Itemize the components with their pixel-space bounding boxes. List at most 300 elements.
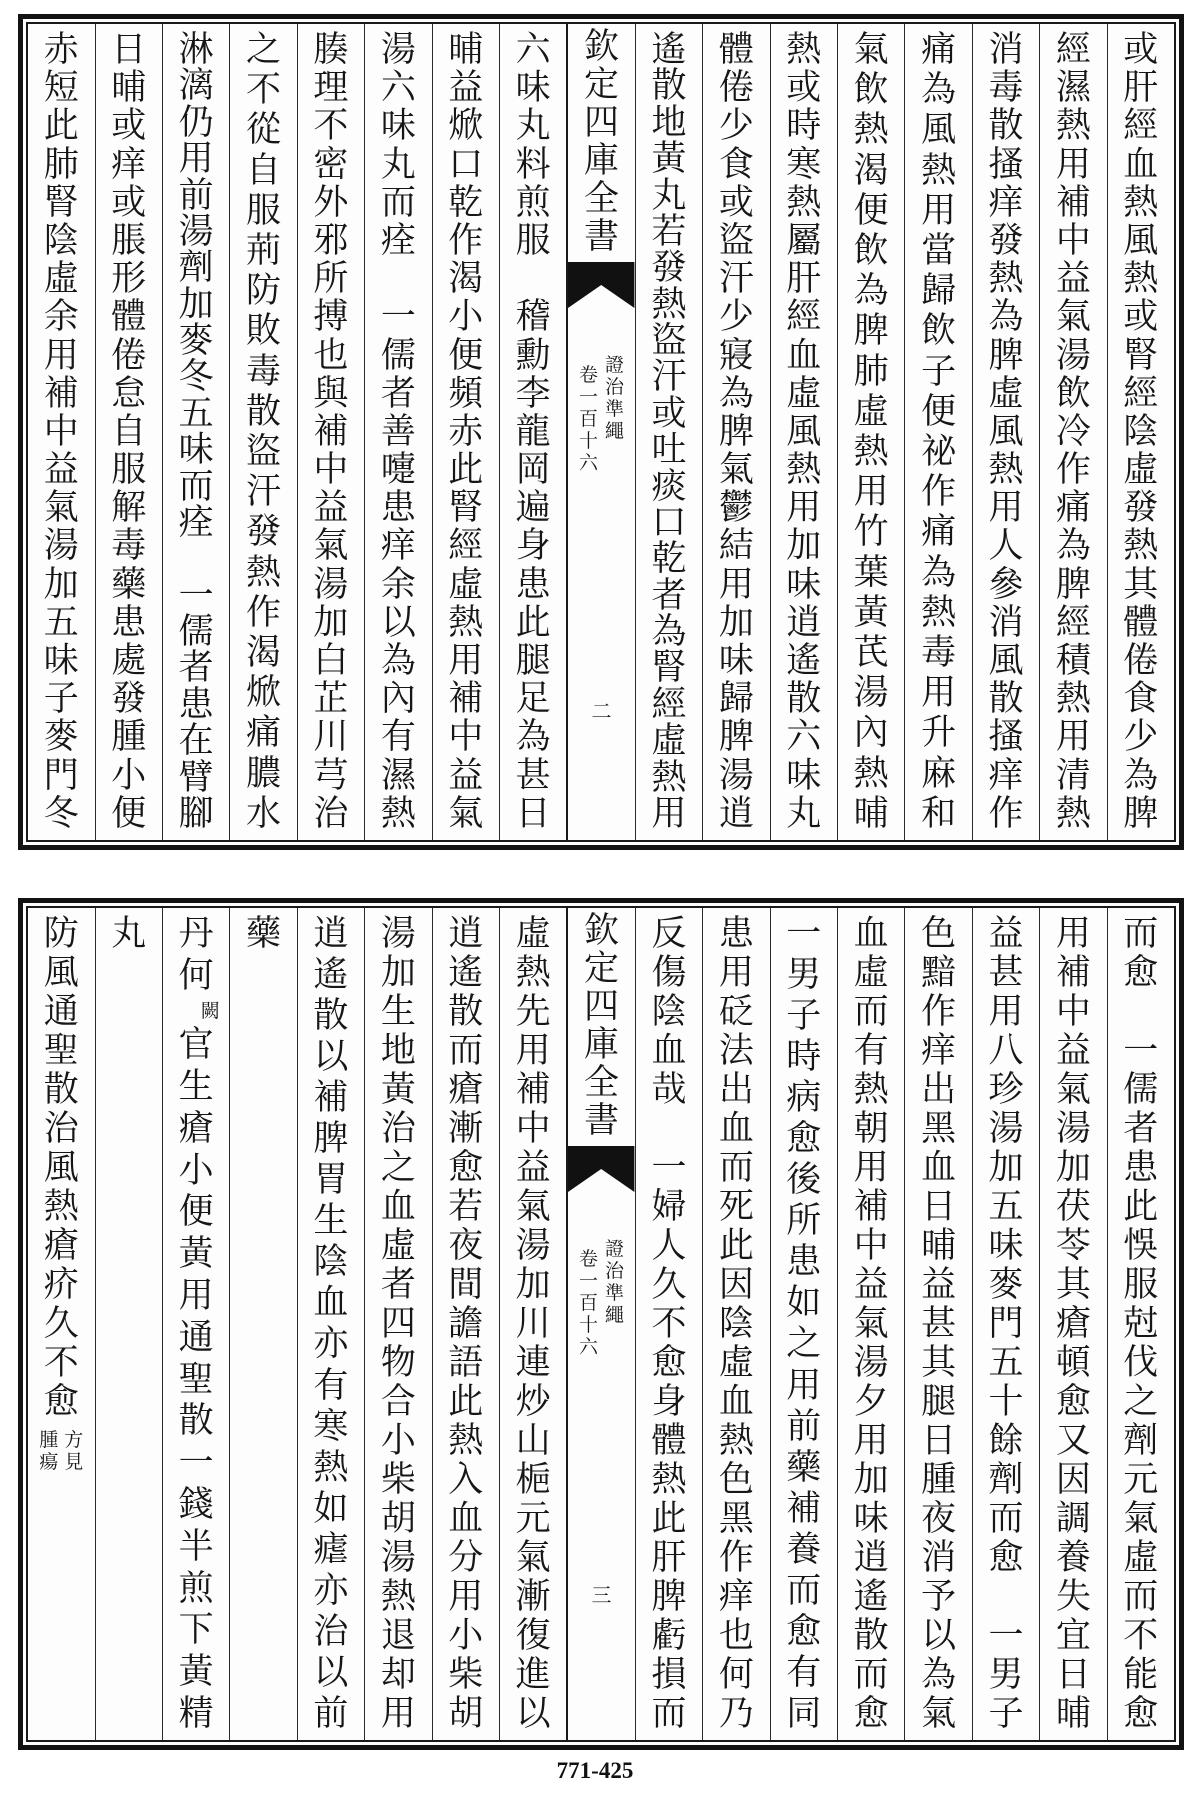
glyph: 六 — [380, 68, 416, 109]
glyph: 熱 — [448, 602, 484, 643]
glyph: 用 — [988, 992, 1024, 1032]
text-column — [28, 908, 94, 1740]
text-column — [972, 908, 1039, 1740]
glyph: 間 — [448, 1265, 484, 1305]
column-text — [433, 32, 499, 832]
glyph — [647, 1111, 691, 1147]
glyph: 經 — [1055, 602, 1091, 643]
glyph: 用 — [1055, 717, 1091, 758]
glyph: 少 — [718, 297, 754, 338]
glyph: 生 — [313, 1201, 349, 1242]
glyph: 合 — [380, 1382, 416, 1422]
glyph: 之 — [380, 1148, 416, 1188]
fishtail-ornament — [568, 262, 634, 308]
glyph: 熱 — [1055, 106, 1091, 147]
glyph: 熱 — [988, 450, 1024, 491]
glyph: 熱 — [786, 30, 822, 70]
glyph: 何 — [178, 955, 214, 996]
glyph: 五 — [178, 393, 214, 434]
glyph: 中 — [1055, 992, 1091, 1032]
glyph: 瘧 — [313, 1529, 349, 1570]
glyph: 瘡 — [1055, 1304, 1091, 1344]
glyph: 加 — [380, 953, 416, 993]
glyph: 腎 — [1123, 335, 1159, 376]
glyph: 盜 — [718, 220, 754, 261]
glyph: 所 — [313, 259, 349, 300]
glyph: 前 — [786, 1406, 822, 1447]
glyph: 為 — [853, 271, 889, 312]
glyph: 失 — [1055, 1577, 1091, 1617]
glyph: 熱 — [853, 753, 889, 794]
glyph: 搔 — [988, 717, 1024, 758]
text-column — [1039, 24, 1106, 840]
glyph: 虛 — [43, 259, 79, 300]
glyph: 風 — [43, 1148, 79, 1188]
glyph: 氣 — [313, 526, 349, 567]
center-labels — [568, 1238, 634, 1358]
glyph: 中 — [853, 1226, 889, 1266]
glyph: 漓 — [178, 66, 214, 107]
glyph: 劑 — [1123, 1421, 1159, 1461]
glyph: 散 — [313, 996, 349, 1037]
glyph: 味 — [718, 641, 754, 681]
glyph: 用 — [43, 335, 79, 376]
text-column — [904, 908, 971, 1740]
glyph: 補 — [1055, 953, 1091, 993]
glyph: 仍 — [178, 102, 214, 143]
glyph: 腎 — [43, 182, 79, 223]
glyph: 作 — [921, 472, 957, 513]
text-column — [162, 908, 229, 1740]
glyph: 脾 — [853, 311, 889, 352]
glyph: 脾 — [1123, 793, 1159, 834]
glyph: 搏 — [313, 297, 349, 338]
glyph: 遙 — [313, 955, 349, 996]
glyph: 有 — [853, 1031, 889, 1071]
glyph: 麥 — [43, 717, 79, 758]
glyph: 乾 — [448, 182, 484, 223]
text-column — [972, 24, 1039, 840]
glyph: 荊 — [246, 231, 282, 272]
glyph: 此 — [718, 1226, 754, 1266]
glyph: 而 — [718, 1148, 754, 1188]
glyph: 屬 — [786, 220, 822, 261]
glyph: 味 — [786, 755, 822, 796]
text-column — [770, 908, 837, 1740]
glyph: 服 — [246, 190, 282, 231]
glyph: 治 — [313, 1611, 349, 1652]
glyph: 血 — [1123, 144, 1159, 185]
glyph: 服 — [111, 450, 147, 491]
glyph: 發 — [651, 248, 687, 289]
glyph: 為 — [1055, 526, 1091, 567]
glyph: 寒 — [313, 1406, 349, 1447]
glyph: 欽 — [584, 27, 620, 67]
glyph: 痛 — [1055, 488, 1091, 529]
glyph: 丸 — [651, 175, 687, 216]
glyph: 痒 — [111, 144, 147, 185]
glyph: 湯 — [380, 30, 416, 70]
glyph: 氣 — [1055, 297, 1091, 338]
glyph: 庫 — [584, 141, 620, 181]
glyph: 逍 — [718, 793, 754, 834]
glyph: 宜 — [1055, 1616, 1091, 1656]
volume-label — [578, 364, 600, 474]
glyph: 愈 — [448, 1148, 484, 1188]
glyph: 用 — [921, 673, 957, 714]
column-text — [365, 916, 431, 1732]
glyph: 虛 — [988, 373, 1024, 414]
glyph: 熱 — [1123, 526, 1159, 567]
glyph: 或 — [1123, 30, 1159, 70]
glyph: 乃 — [718, 1694, 754, 1734]
glyph: 患 — [1123, 1148, 1159, 1188]
glyph: 卷 — [579, 1248, 599, 1270]
glyph: 血 — [786, 335, 822, 376]
glyph: 若 — [651, 211, 687, 252]
glyph: 痒 — [921, 1031, 957, 1071]
glyph: 稽 — [515, 297, 551, 338]
glyph: 味 — [853, 1499, 889, 1539]
text-column — [229, 24, 296, 840]
glyph: 丸 — [515, 106, 551, 147]
glyph: 鬱 — [718, 488, 754, 529]
column-text — [500, 916, 566, 1732]
glyph: 散 — [448, 992, 484, 1032]
glyph: 虛 — [1123, 1538, 1159, 1578]
glyph: 精 — [178, 1693, 214, 1734]
glyph: 自 — [111, 411, 147, 452]
glyph: 子 — [43, 679, 79, 720]
glyph: 倦 — [111, 335, 147, 376]
glyph: 氣 — [515, 1187, 551, 1227]
glyph: 用 — [853, 472, 889, 513]
glyph: 氣 — [853, 1304, 889, 1344]
glyph: 陰 — [718, 1304, 754, 1344]
glyph: 儒 — [178, 612, 214, 652]
text-column — [432, 908, 499, 1740]
glyph: 通 — [178, 1317, 214, 1358]
glyph: 出 — [718, 1070, 754, 1110]
glyph: 腿 — [921, 1382, 957, 1422]
glyph: 脾 — [718, 717, 754, 758]
glyph: 庫 — [584, 1025, 620, 1065]
glyph: 子 — [921, 351, 957, 392]
center-title — [568, 912, 634, 1140]
glyph: 熱 — [718, 1421, 754, 1461]
glyph: 為 — [921, 1655, 957, 1695]
glyph: 肝 — [1123, 68, 1159, 109]
glyph: 毒 — [111, 526, 147, 567]
column-text — [636, 916, 702, 1732]
glyph: 益 — [1055, 259, 1091, 300]
glyph: 繩 — [605, 1304, 625, 1326]
glyph: 體 — [651, 1421, 687, 1461]
glyph: 久 — [651, 1265, 687, 1305]
glyph: 夜 — [921, 1499, 957, 1539]
glyph: 而 — [786, 1570, 822, 1611]
glyph: 之 — [246, 30, 282, 70]
glyph: 渴 — [853, 150, 889, 191]
glyph — [984, 1579, 1028, 1615]
glyph: 藥 — [246, 914, 282, 954]
glyph: 養 — [1055, 1538, 1091, 1578]
glyph: 其 — [1055, 1265, 1091, 1305]
glyph: 散 — [988, 106, 1024, 147]
glyph: 歸 — [921, 271, 957, 312]
glyph: 湯 — [718, 755, 754, 796]
glyph: 有 — [380, 717, 416, 758]
column-text — [905, 916, 971, 1732]
glyph: 證 — [605, 354, 625, 376]
glyph: 用 — [786, 488, 822, 529]
glyph: 湯 — [853, 1343, 889, 1383]
text-column — [28, 24, 94, 840]
glyph: 麥 — [988, 1265, 1024, 1305]
glyph: 補 — [1055, 182, 1091, 223]
glyph: 患 — [515, 564, 551, 605]
glyph: 補 — [448, 679, 484, 720]
glyph: 患 — [178, 684, 214, 725]
glyph: 嚏 — [380, 450, 416, 491]
glyph: 防 — [246, 271, 282, 312]
glyph: 如 — [313, 1488, 349, 1529]
glyph: 一 — [651, 1148, 687, 1188]
glyph: 湯 — [515, 1226, 551, 1266]
glyph: 熱 — [1055, 793, 1091, 834]
text-column — [702, 24, 769, 840]
glyph: 晡 — [1055, 1694, 1091, 1734]
column-text — [500, 32, 566, 832]
glyph: 劑 — [178, 248, 214, 289]
glyph: 散 — [853, 1616, 889, 1656]
glyph: 為 — [651, 612, 687, 652]
glyph: 服 — [1123, 1265, 1159, 1305]
glyph: 胡 — [448, 1694, 484, 1734]
glyph: 風 — [988, 641, 1024, 681]
glyph: 焮 — [448, 106, 484, 147]
glyph: 肝 — [786, 259, 822, 300]
glyph: 分 — [448, 1538, 484, 1578]
glyph: 味 — [515, 68, 551, 109]
glyph: 為 — [921, 552, 957, 593]
glyph: 風 — [1123, 220, 1159, 261]
glyph: 一 — [786, 914, 822, 954]
glyph: 氣 — [515, 1538, 551, 1578]
glyph: 熱 — [853, 1070, 889, 1110]
glyph: 血 — [718, 1109, 754, 1149]
book-title — [604, 1238, 626, 1358]
glyph: 砭 — [718, 992, 754, 1032]
glyph: 瘡 — [43, 1226, 79, 1266]
glyph: 地 — [651, 102, 687, 143]
glyph: 此 — [1123, 1187, 1159, 1227]
glyph: 用 — [651, 793, 687, 834]
glyph: 加 — [853, 1460, 889, 1500]
glyph: 逍 — [786, 602, 822, 643]
glyph: 遙 — [651, 30, 687, 70]
glyph: 錢 — [178, 1484, 214, 1525]
glyph: 或 — [651, 393, 687, 434]
glyph: 一 — [1123, 1031, 1159, 1071]
glyph: 準 — [605, 398, 625, 420]
glyph: 定 — [584, 65, 620, 105]
glyph: 熱 — [380, 1577, 416, 1617]
text-column — [364, 908, 431, 1740]
glyph: 形 — [111, 259, 147, 300]
glyph: 男 — [988, 1655, 1024, 1695]
glyph: 後 — [786, 1160, 822, 1201]
text-column — [499, 24, 566, 840]
glyph: 經 — [448, 526, 484, 567]
glyph: 逍 — [853, 1538, 889, 1578]
glyph: 聖 — [43, 1031, 79, 1071]
glyph: 作 — [988, 793, 1024, 834]
glyph: 病 — [786, 1078, 822, 1119]
glyph: 以 — [380, 602, 416, 643]
glyph: 益 — [313, 488, 349, 529]
glyph: 腫 — [111, 717, 147, 758]
glyph: 調 — [1055, 1499, 1091, 1539]
glyph: 理 — [313, 68, 349, 109]
glyph: 黃 — [380, 1070, 416, 1110]
glyph: 丸 — [380, 144, 416, 185]
glyph: 益 — [853, 1265, 889, 1305]
glyph: 而 — [853, 992, 889, 1032]
glyph: 用 — [178, 139, 214, 180]
glyph: 體 — [718, 30, 754, 70]
glyph: 經 — [1123, 106, 1159, 147]
glyph: 益 — [515, 1148, 551, 1188]
glyph: 加 — [178, 284, 214, 325]
text-column — [162, 24, 229, 840]
glyph: 疥 — [43, 1265, 79, 1305]
glyph: 地 — [380, 1031, 416, 1071]
glyph: 熱 — [786, 450, 822, 491]
glyph: 前 — [313, 1693, 349, 1734]
glyph: 患 — [786, 1242, 822, 1283]
glyph: 加 — [786, 526, 822, 567]
column-text — [1108, 32, 1174, 832]
glyph: 味 — [380, 106, 416, 147]
glyph — [174, 541, 218, 577]
column-text — [771, 32, 837, 832]
glyph: 煎 — [515, 182, 551, 223]
glyph: 者 — [651, 575, 687, 616]
glyph: 飲 — [921, 311, 957, 352]
glyph: 門 — [988, 1304, 1024, 1344]
glyph: 遙 — [853, 1577, 889, 1617]
glyph: 麻 — [921, 753, 957, 794]
glyph: 遙 — [786, 641, 822, 681]
glyph: 養 — [786, 1529, 822, 1570]
glyph: 熱 — [651, 757, 687, 798]
column-text — [28, 32, 94, 832]
glyph: 作 — [1055, 450, 1091, 491]
glyph: 何 — [718, 1655, 754, 1695]
glyph: 小 — [448, 1616, 484, 1656]
glyph: 熱 — [1123, 182, 1159, 223]
glyph: 芪 — [853, 633, 889, 674]
glyph: 時 — [786, 1037, 822, 1078]
glyph: 補 — [786, 1488, 822, 1529]
glyph: 脾 — [313, 1119, 349, 1160]
column-text — [163, 916, 229, 1732]
glyph: 物 — [380, 1343, 416, 1383]
glyph: 湯 — [1055, 335, 1091, 376]
glyph: 虛 — [515, 914, 551, 954]
glyph: 百 — [579, 408, 599, 430]
glyph: 六 — [515, 30, 551, 70]
glyph: 有 — [786, 1652, 822, 1693]
glyph: 官 — [178, 1025, 214, 1066]
glyph: 五 — [43, 602, 79, 643]
glyph: 寢 — [718, 335, 754, 376]
glyph: 作 — [921, 992, 957, 1032]
glyph: 一 — [380, 297, 416, 338]
glyph: 不 — [1123, 1616, 1159, 1656]
glyph: 者 — [380, 1265, 416, 1305]
glyph: 柴 — [448, 1655, 484, 1695]
text-column — [1107, 908, 1174, 1740]
glyph: 遙 — [448, 953, 484, 993]
glyph: 味 — [43, 641, 79, 681]
glyph: 夕 — [853, 1382, 889, 1422]
glyph: 患 — [380, 488, 416, 529]
glyph: 法 — [718, 1031, 754, 1071]
glyph: 血 — [853, 914, 889, 954]
glyph: 補 — [313, 411, 349, 452]
glyph: 元 — [515, 1499, 551, 1539]
glyph: 腿 — [515, 641, 551, 681]
glyph — [376, 261, 420, 297]
glyph: 自 — [246, 150, 282, 191]
glyph: 進 — [515, 1655, 551, 1695]
glyph: 愈 — [853, 1694, 889, 1734]
glyph: 虧 — [651, 1616, 687, 1656]
glyph: 口 — [651, 502, 687, 543]
glyph: 淋 — [178, 30, 214, 70]
glyph: 若 — [448, 1187, 484, 1227]
glyph: 氣 — [43, 488, 79, 529]
glyph: 損 — [651, 1655, 687, 1695]
glyph: 四 — [584, 987, 620, 1027]
glyph: 濕 — [1055, 68, 1091, 109]
glyph: 怠 — [111, 373, 147, 414]
glyph: 甚 — [921, 1304, 957, 1344]
glyph: 胃 — [313, 1160, 349, 1201]
glyph: 用 — [988, 488, 1024, 529]
glyph: 而 — [651, 1694, 687, 1734]
column-text — [365, 32, 431, 832]
glyph: 食 — [718, 144, 754, 185]
glyph: 瘡 — [448, 1070, 484, 1110]
glyph: 參 — [988, 564, 1024, 605]
glyph: 用 — [178, 1276, 214, 1317]
glyph: 證 — [605, 1238, 625, 1260]
column-text — [298, 32, 364, 832]
glyph: 肺 — [853, 351, 889, 392]
text-column — [432, 24, 499, 840]
glyph: 而 — [178, 466, 214, 507]
glyph: 哉 — [651, 1070, 687, 1110]
center-column — [566, 908, 634, 1740]
glyph: 黃 — [651, 139, 687, 180]
glyph: 味 — [178, 430, 214, 471]
glyph: 芎 — [313, 755, 349, 796]
glyph: 時 — [786, 106, 822, 147]
glyph: 中 — [313, 450, 349, 491]
